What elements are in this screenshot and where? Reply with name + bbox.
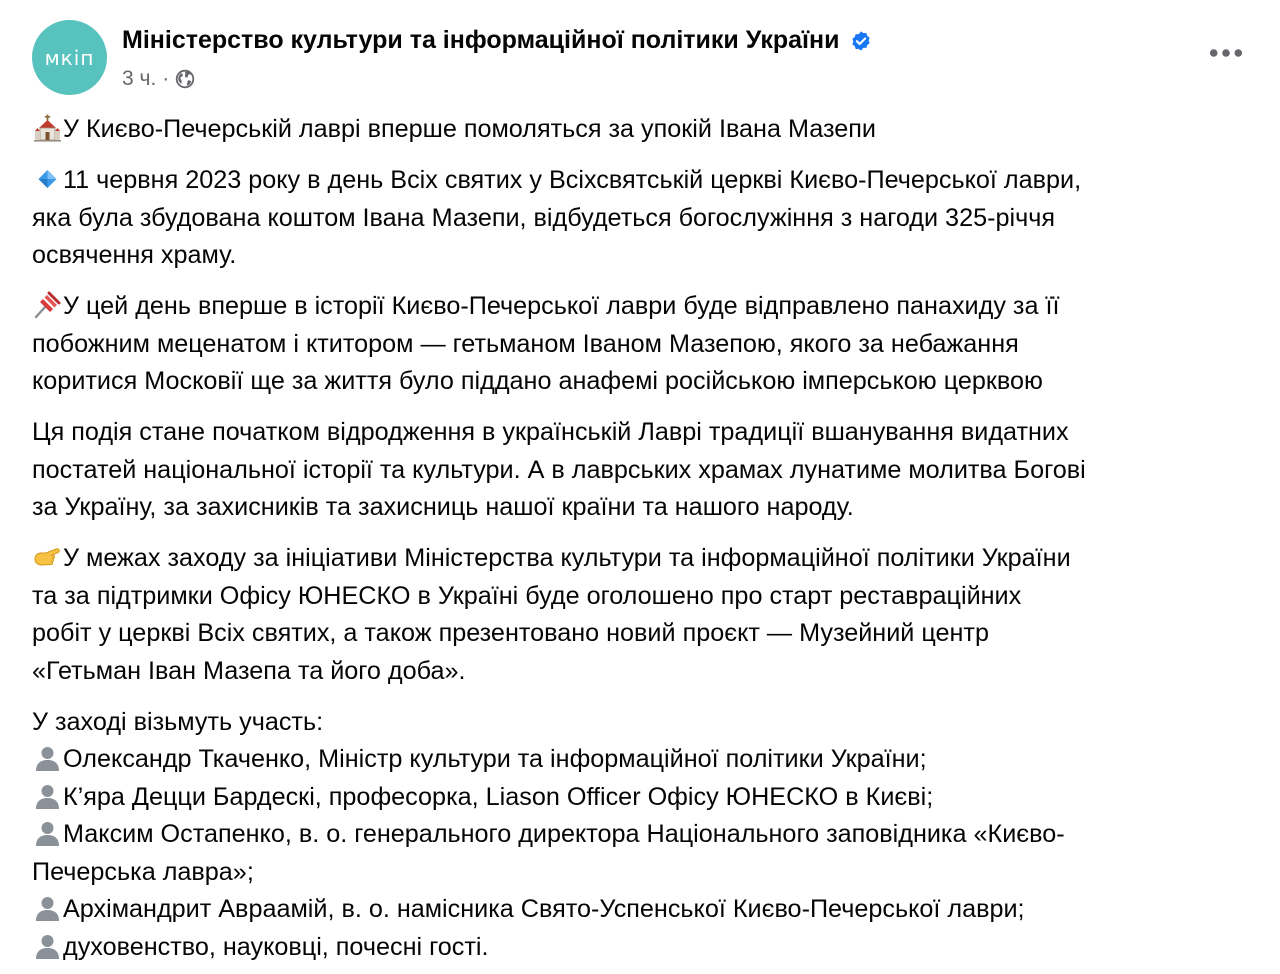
participant-text: Олександр Ткаченко, Міністр культури та інформаційної політики України;	[63, 745, 927, 773]
paragraph-3	[32, 414, 1252, 527]
pushpin-icon	[32, 291, 63, 319]
participant-text: Максим Остапенко, в. о. генерального директора Національного заповідника «Києво-	[63, 820, 1065, 848]
pointing-hand-icon	[32, 543, 63, 571]
paragraph-1-line: освячення храму.	[32, 241, 237, 269]
paragraph-1-line	[32, 162, 1252, 200]
paragraph-3-line: постатей національної історії та культури. А в лаврських храмах лунатиме молитва Богові	[32, 455, 1086, 484]
verified-badge-icon	[850, 30, 872, 52]
post-header	[32, 20, 1248, 100]
post-timestamp-link[interactable]: 3 ч.	[122, 67, 157, 90]
paragraph-1-line-1: 11 червня 2023 року в день Всіх святих у Всіхсвятській церкві Києво-Печерської лаври,	[63, 166, 1082, 194]
participant-text: Архімандрит Авраамій, в. о. намісника Свято-Успенської Києво-Печерської лаври;	[63, 895, 1025, 923]
author-name-link[interactable]: Міністерство культури та інформаційної політики України	[122, 26, 840, 54]
paragraph-3-line: за Україну, за захисників та захисниць нашої країни та нашого народу.	[32, 493, 854, 521]
participants-heading: У заході візьмуть участь:	[32, 707, 324, 736]
person-silhouette-icon	[32, 819, 63, 847]
paragraph-2-line-1: У цей день вперше в історії Києво-Печерської лаври буде відправлено панахиду за її	[63, 292, 1060, 320]
participant-text: духовенство, науковці, почесні гості.	[63, 932, 489, 961]
paragraph-2-line: коритися Московії ще за життя було піддано анафемі російською імперською церквою	[32, 367, 1043, 395]
paragraph-2-line: побожним меценатом і ктитором — гетьманом Іваном Мазепою, якого за небажання	[32, 329, 1019, 358]
paragraph-4	[32, 540, 1252, 690]
more-options-button[interactable]	[1204, 38, 1248, 68]
participant-item	[32, 929, 1252, 967]
person-silhouette-icon	[32, 782, 63, 810]
paragraph-1-line: яка була збудована коштом Івана Мазепи, відбудеться богослужіння з нагоди 325-річчя	[32, 203, 1055, 232]
paragraph-2-line	[32, 288, 1252, 326]
participant-item	[32, 741, 1252, 779]
page-avatar[interactable]	[32, 20, 107, 95]
post-body	[32, 111, 1252, 974]
participant-item	[32, 891, 1252, 929]
participant-item	[32, 779, 1252, 817]
church-icon	[32, 114, 63, 142]
participant-item-continuation: Печерська лавра»;	[32, 857, 254, 886]
participant-item	[32, 816, 1252, 854]
paragraph-4-line-1: У межах заходу за ініціативи Міністерства культури та інформаційної політики України	[63, 544, 1071, 572]
post-title: У Києво-Печерській лаврі вперше помоляться за упокій Івана Мазепи	[63, 115, 876, 143]
post-title-paragraph	[32, 111, 1252, 149]
paragraph-4-line	[32, 540, 1252, 578]
author-line	[122, 26, 872, 55]
globe-icon[interactable]	[175, 69, 195, 89]
more-dots-icon	[1209, 48, 1243, 58]
paragraph-1	[32, 162, 1252, 275]
post-meta	[122, 67, 195, 91]
paragraph-2	[32, 288, 1252, 401]
paragraph-4-line: «Гетьман Іван Мазепа та його доба».	[32, 656, 466, 685]
title-line	[32, 111, 1252, 149]
paragraph-4-line: та за підтримки Офісу ЮНЕСКО в Україні буде оголошено про старт реставраційних	[32, 581, 1022, 610]
participants-list	[32, 704, 1252, 967]
avatar-logo-text: мкіп	[44, 45, 95, 70]
person-silhouette-icon	[32, 744, 63, 772]
blue-diamond-icon	[32, 165, 63, 193]
person-silhouette-icon	[32, 894, 63, 922]
paragraph-4-line: робіт у церкві Всіх святих, а також презентовано новий проєкт — Музейний центр	[32, 619, 989, 647]
paragraph-3-line: Ця подія стане початком відродження в українській Лаврі традиції вшанування видатних	[32, 418, 1069, 446]
meta-separator: ·	[162, 67, 170, 90]
person-silhouette-icon	[32, 932, 63, 960]
participant-text: К’яра Децци Бардескі, професорка, Liason Officer Офісу ЮНЕСКО в Києві;	[63, 782, 934, 811]
